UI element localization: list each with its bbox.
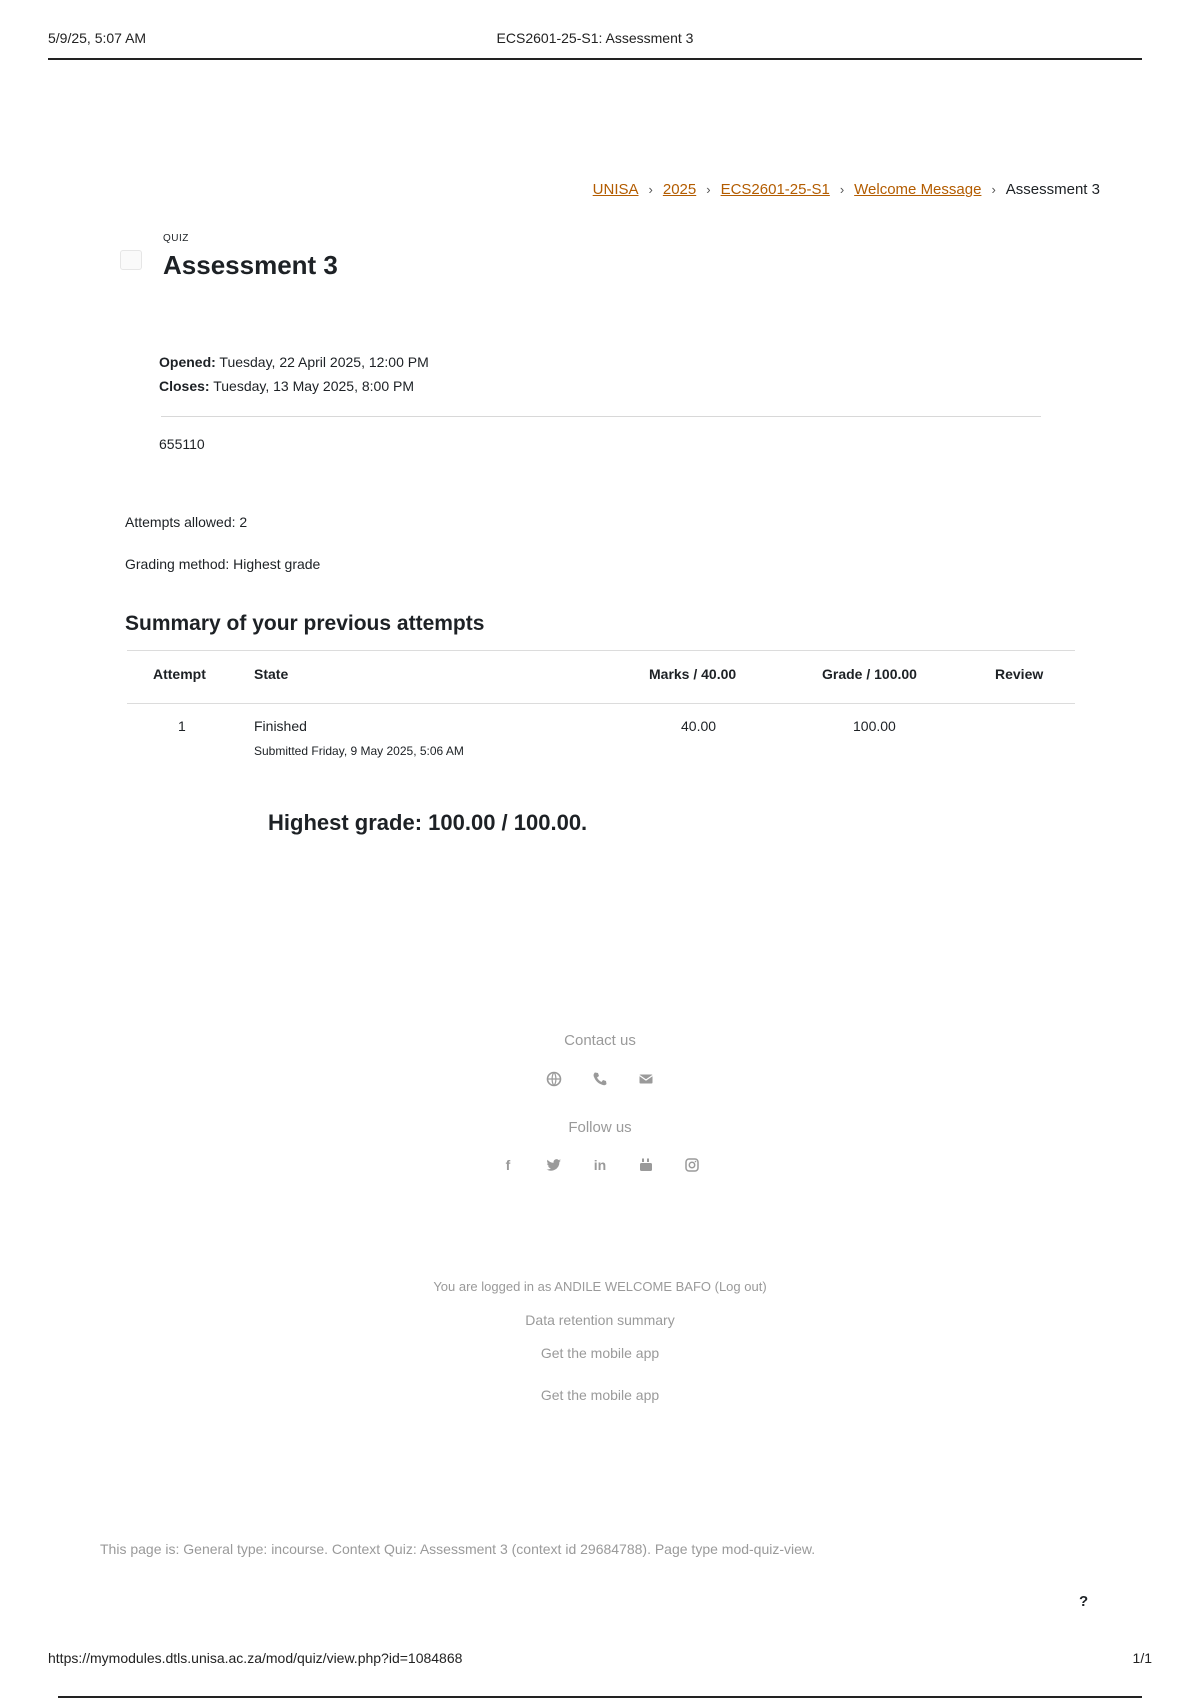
closes-label: Closes: — [159, 378, 210, 394]
linkedin-icon[interactable]: in — [593, 1157, 607, 1173]
help-button[interactable]: ? — [1079, 1593, 1089, 1610]
quiz-icon — [120, 250, 142, 270]
social-icons — [0, 1153, 1200, 1177]
print-footer-rule — [58, 1696, 1142, 1698]
breadcrumb-separator: › — [991, 182, 996, 197]
follow-heading: Follow us — [568, 1119, 632, 1136]
breadcrumb — [593, 181, 1100, 198]
attempt-number: 1 — [178, 718, 186, 734]
activity-dates — [159, 350, 429, 398]
page-title: Assessment 3 — [163, 250, 338, 280]
breadcrumb-separator: › — [706, 182, 711, 197]
youtube-icon[interactable] — [634, 1153, 658, 1177]
divider — [161, 416, 1041, 417]
column-header-review: Review — [995, 666, 1044, 682]
breadcrumb-separator: › — [648, 182, 653, 197]
breadcrumb-item-course[interactable]: ECS2601-25-S1 — [720, 181, 830, 198]
twitter-icon[interactable] — [542, 1153, 566, 1177]
contact-icons — [0, 1067, 1200, 1091]
activity-type-label: QUIZ — [163, 233, 189, 244]
globe-icon[interactable] — [542, 1067, 566, 1091]
breadcrumb-item-unisa[interactable]: UNISA — [592, 181, 639, 198]
breadcrumb-current: Assessment 3 — [1005, 181, 1100, 198]
print-doc-title: ECS2601-25-S1: Assessment 3 — [496, 30, 694, 46]
breadcrumb-separator: › — [839, 182, 845, 197]
attempt-submitted: Submitted Friday, 9 May 2025, 5:06 AM — [254, 744, 464, 758]
attempt-marks: 40.00 — [681, 718, 717, 734]
closes-date — [159, 374, 429, 398]
attempt-state: Finished — [254, 718, 307, 734]
mobile-app-link[interactable]: Get the mobile app — [540, 1345, 660, 1361]
breadcrumb-item-welcome-message[interactable]: Welcome Message — [854, 181, 982, 198]
grading-method: Grading method: Highest grade — [125, 556, 321, 572]
print-datetime: 5/9/25, 5:07 AM — [48, 30, 147, 46]
column-header-marks: Marks / 40.00 — [649, 666, 737, 682]
facebook-icon[interactable]: f — [505, 1157, 511, 1173]
closes-value: Tuesday, 13 May 2025, 8:00 PM — [209, 378, 414, 394]
print-url: https://mymodules.dtls.unisa.ac.za/mod/quiz/view.php?id=1084868 — [48, 1650, 463, 1666]
attempt-grade: 100.00 — [853, 718, 896, 734]
print-page-count: 1/1 — [1132, 1650, 1152, 1666]
column-header-attempt: Attempt — [153, 666, 206, 682]
opened-date — [159, 350, 429, 374]
column-header-grade: Grade / 100.00 — [822, 666, 917, 682]
phone-icon[interactable] — [588, 1067, 612, 1091]
table-border — [127, 703, 1075, 704]
opened-value: Tuesday, 22 April 2025, 12:00 PM — [215, 354, 429, 370]
table-border — [127, 650, 1075, 651]
opened-label: Opened: — [159, 354, 216, 370]
breadcrumb-item-year[interactable]: 2025 — [662, 181, 697, 198]
attempts-allowed: Attempts allowed: 2 — [125, 514, 248, 530]
data-retention-link[interactable]: Data retention summary — [525, 1312, 675, 1328]
envelope-icon[interactable] — [634, 1067, 658, 1091]
logged-in-info[interactable]: You are logged in as ANDILE WELCOME BAFO (Log out) — [433, 1279, 767, 1294]
summary-title: Summary of your previous attempts — [125, 612, 485, 635]
page-info: This page is: General type: incourse. Context Quiz: Assessment 3 (context id 29684788). Page type mod-quiz-view. — [100, 1541, 816, 1557]
print-header — [48, 30, 1142, 60]
column-header-state: State — [254, 666, 289, 682]
mobile-app-link[interactable]: Get the mobile app — [540, 1387, 660, 1403]
contact-heading: Contact us — [564, 1032, 636, 1049]
highest-grade: Highest grade: 100.00 / 100.00. — [268, 810, 588, 835]
instagram-icon[interactable] — [680, 1153, 704, 1177]
quiz-description: 655110 — [159, 436, 205, 452]
